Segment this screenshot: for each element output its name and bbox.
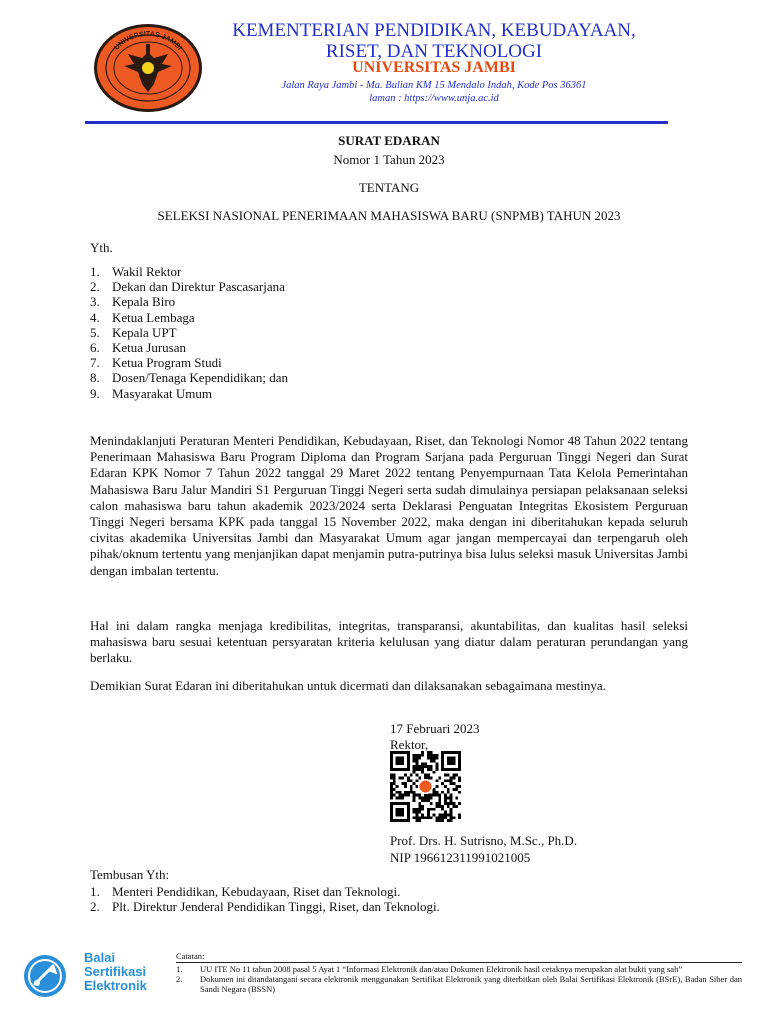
notes-label: Catatan:	[176, 951, 205, 961]
note-text: UU ITE No 11 tahun 2008 pasal 5 Ayat 1 “Informasi Elektronik dan/atau Dokumen Elektronik hasil cetaknya merupakan alat bukti yang sah”	[200, 964, 683, 974]
notes-section	[176, 951, 742, 994]
recipient-item	[90, 355, 490, 370]
recipient-item-text: Dosen/Tenaga Kependidikan; dan	[112, 370, 288, 386]
ministry-name-line1: KEMENTERIAN PENDIDIKAN, KEBUDAYAAN,	[232, 20, 636, 41]
recipient-item-text: Ketua Jurusan	[112, 339, 187, 355]
bsre-text-line1: Balai	[84, 950, 116, 965]
recipient-item	[90, 279, 490, 294]
cc-item	[90, 899, 590, 914]
recipient-item-text: Kepala Biro	[112, 294, 176, 310]
note-item	[176, 964, 742, 974]
paragraph-purpose: Hal ini dalam rangka menjaga kredibilitas, integritas, transparansi, akuntabilitas, dan kualitas hasil seleksi mahasiswa baru sesuai ketentuan persyaratan kriteria kelulusan yang diatur dalam peraturan perundangan yang berlaku.	[90, 618, 688, 666]
website[interactable]: laman : https://www.unja.ac.id	[369, 93, 499, 104]
recipient-item	[90, 386, 490, 401]
note-item	[176, 974, 742, 994]
recipient-item	[90, 325, 490, 340]
recipient-item	[90, 370, 490, 385]
cc-label: Tembusan Yth:	[90, 867, 170, 882]
signatory-name: Prof. Drs. H. Sutrisno, M.Sc., Ph.D.	[390, 833, 578, 848]
about-label: TENTANG	[358, 180, 420, 195]
signatory-nip: NIP 196612311991021005	[390, 850, 531, 865]
note-text: Dokumen ini ditandatangani secara elektronik menggunakan Sertifikat Elektronik yang diterbitkan oleh Balai Sertifikasi Elektronik (BSrE), Badan Siber dan Sandi Negara (BSSN)	[200, 974, 742, 994]
recipient-item-text: Masyarakat Umum	[112, 385, 213, 401]
svg-text:UNIVERSITAS JAMBI	[113, 31, 182, 52]
recipient-item-number: 7.	[90, 355, 100, 371]
recipient-item-number: 8.	[90, 370, 100, 386]
paragraph-main: Menindaklanjuti Peraturan Menteri Pendidikan, Kebudayaan, Riset, dan Teknologi Nomor 48 Tahun 2022 tentang Penerimaan Mahasiswa Baru Program Diploma dan Program Sarjana pada Perguruan Tinggi Negeri dan Surat Edaran KPK Nomor 7 Tahun 2022 tanggal 29 Maret 2022 tentang Penyempurnaan Tata Kelola Pemerintahan Mahasiswa Baru Jalur Mandiri S1 Perguruan Tinggi Negeri serta sudah dimulainya persiapan pelaksanaan seleksi calon mahasiswa baru tahun akademik 2023/2024 serta Deklarasi Penguatan Integritas Ekosistem Perguruan Tinggi Negeri bersama KPK pada tanggal 15 November 2022, maka dengan ini diberitahukan kepada seluruh civitas akademika Universitas Jambi dan Masyarakat Umum agar jangan mempercayai dan terpengaruh oleh pihak/oknum tertentu yang menjanjikan dapat menjamin putra-putrinya bisa lulus seleksi masuk Universitas Jambi dengan imbalan tertentu.	[90, 433, 688, 578]
note-number: 1.	[176, 964, 183, 974]
logo-ring-text: UNIVERSITAS JAMBI	[113, 30, 183, 52]
addressee-label: Yth.	[90, 240, 113, 255]
recipient-item-text: Wakil Rektor	[112, 264, 182, 279]
recipient-item-number: 2.	[90, 279, 100, 295]
recipient-item-text: Ketua Lembaga	[112, 309, 195, 325]
recipient-item-number: 9.	[90, 385, 100, 401]
recipient-item-text: Ketua Program Studi	[112, 355, 222, 371]
university-logo	[92, 22, 204, 114]
signature-date: 17 Februari 2023	[390, 721, 480, 736]
paragraph-closing: Demikian Surat Edaran ini diberitahukan untuk dicermati dan dilaksanakan sebagaimana mestinya.	[90, 678, 606, 693]
letter-title: SURAT EDARAN	[338, 133, 440, 148]
recipient-item-number: 5.	[90, 324, 100, 340]
letter-number: Nomor 1 Tahun 2023	[333, 152, 445, 167]
recipient-item-text: Kepala UPT	[112, 324, 177, 340]
cc-item	[90, 884, 590, 899]
university-name: UNIVERSITAS JAMBI	[352, 59, 516, 76]
bsre-text-line2: Sertifikasi	[84, 964, 147, 979]
ministry-name-line2: RISET, DAN TEKNOLOGI	[325, 41, 543, 62]
recipient-item	[90, 310, 490, 325]
recipient-item	[90, 264, 490, 279]
cc-item-text: Plt. Direktur Jenderal Pendidikan Tinggi, Riset, dan Teknologi.	[112, 899, 440, 915]
recipient-item	[90, 294, 490, 309]
bsre-emblem-icon	[22, 953, 68, 999]
signature-qr-code	[390, 751, 461, 822]
bsre-text-line3: Elektronik	[84, 978, 147, 993]
cc-item-number: 1.	[90, 884, 100, 899]
header-divider	[85, 121, 668, 124]
recipient-item	[90, 340, 490, 355]
cc-list	[90, 884, 590, 914]
recipient-item-text: Dekan dan Direktur Pascasarjana	[112, 279, 285, 295]
letter-subject: SELEKSI NASIONAL PENERIMAAN MAHASISWA BARU (SNPMB) TAHUN 2023	[157, 208, 621, 223]
cc-item-number: 2.	[90, 899, 100, 915]
recipient-item-number: 4.	[90, 309, 100, 325]
cc-item-text: Menteri Pendidikan, Kebudayaan, Riset dan Teknologi.	[112, 884, 401, 899]
note-number: 2.	[176, 974, 183, 984]
recipient-item-number: 6.	[90, 339, 100, 355]
recipient-list	[90, 264, 490, 401]
bsre-logo	[22, 951, 172, 999]
signature-position: Rektor,	[390, 737, 429, 752]
notes-divider	[176, 962, 742, 963]
recipient-item-number: 1.	[90, 264, 100, 279]
recipient-item-number: 3.	[90, 294, 100, 310]
address: Jalan Raya Jambi - Ma. Bulian KM 15 Mendalo Indah, Kode Pos 36361	[281, 80, 587, 91]
